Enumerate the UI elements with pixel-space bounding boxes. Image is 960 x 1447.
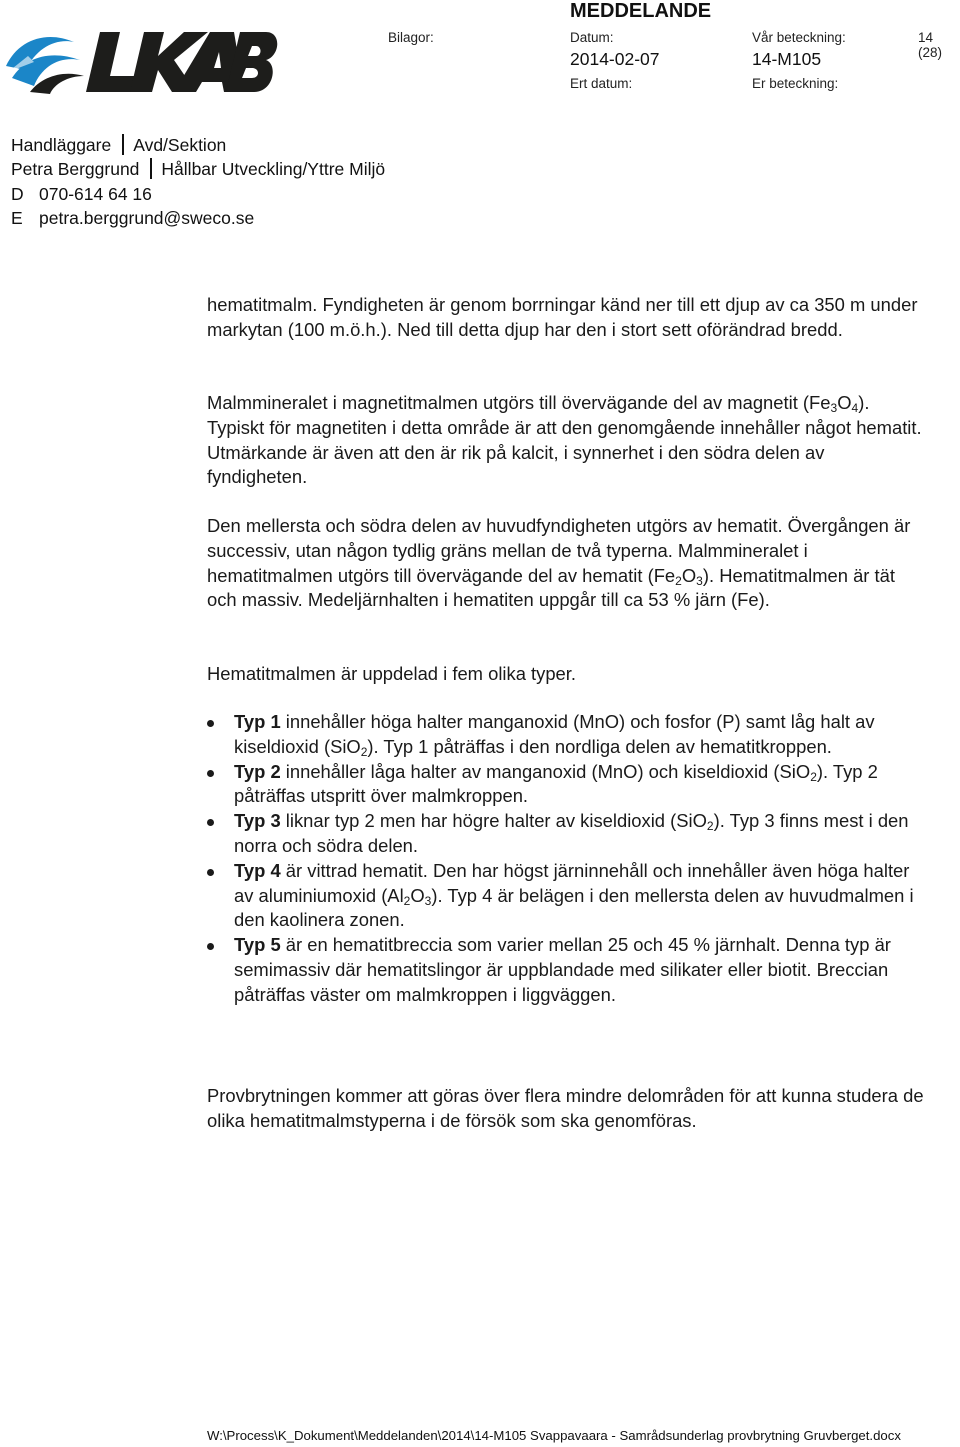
lkab-logo: [4, 26, 278, 96]
list-item: [207, 859, 927, 933]
type-text: innehåller låga halter av manganoxid (MnO) och kiseldioxid (SiO: [280, 760, 811, 782]
contact-name-row: [11, 157, 385, 181]
type-label: Typ 1: [234, 711, 281, 732]
avd-sektion-label: Avd/Sektion: [133, 135, 227, 155]
p2-text-c: ). Typiskt för magnetiten i detta område är att den genomgående innehåller något hematit. Utmärkande är även att den är rik på kalcit, i synnerhet i den södra delen av fyndigheten.: [207, 392, 922, 488]
type-text: är en hematitbreccia som varier mellan 25 och 45 % järnhalt. Denna typ är semimassiv där hematitslingor är uppblandade med silikater eller biotit. Breccian påträffas väster om malmkroppen i liggväggen.: [234, 934, 891, 1005]
type-sub: 3: [424, 893, 432, 908]
p2-sub-2: 4: [851, 401, 859, 415]
paragraph-4: [207, 662, 927, 687]
phone-key: D: [11, 184, 24, 204]
handlaggare-label: Handläggare: [11, 135, 112, 155]
bullet-icon: [207, 869, 214, 876]
logo-emblem-icon: [6, 37, 84, 94]
type-text: innehåller höga halter manganoxid (MnO) och fosfor (P) samt låg halt av kiseldioxid (SiO: [234, 711, 875, 757]
bullet-icon: [207, 770, 214, 777]
p3-text-a: Den mellersta och södra delen av huvudfyndigheten utgörs av hematit. Övergången är successiv, utan någon tydlig gräns mellan de två typerna. Malmmineralet i hematitmalmen utgörs till övervägande del av hematit (Fe: [207, 515, 911, 586]
logo-wordmark: [86, 32, 277, 92]
type-sub: 2: [810, 769, 817, 784]
var-beteckning-value: 14-M105: [752, 49, 822, 69]
paragraph-5: [207, 1084, 927, 1134]
type-text: ). Typ 4 är belägen i den mellersta delen av huvudmalmen i den kaolinera zonen.: [234, 884, 914, 931]
bullet-icon: [207, 720, 214, 727]
paragraph-1: [207, 293, 927, 343]
paragraph-1-text: hematitmalm. Fyndigheten är genom borrningar känd ner till ett djup av ca 350 m under markytan (100 m.ö.h.). Ned till detta djup har den i stort sett oförändrad bredd.: [207, 294, 918, 340]
p3-text-c: ). Hematitmalmen är tät och massiv. Medeljärnhalten i hematiten uppgår till ca 53 % järn (Fe).: [207, 564, 895, 611]
page-number: 14 (28): [918, 30, 943, 60]
paragraph-3: [207, 514, 927, 613]
list-item: [207, 809, 927, 859]
contact-email: petra.berggrund@sweco.se: [39, 208, 255, 228]
type-text: liknar typ 2 men har högre halter av kiseldioxid (SiO: [280, 810, 707, 832]
paragraph-5-text: Provbrytningen kommer att göras över flera mindre delområden för att kunna studera de olika hematitmalmstyperna i de försök som ska genomföras.: [207, 1085, 924, 1131]
contact-name: Petra Berggrund: [11, 159, 140, 179]
list-item: [207, 760, 927, 810]
var-beteckning-label: Vår beteckning:: [752, 30, 846, 45]
type-label: Typ 3: [234, 810, 281, 832]
column-divider: [122, 134, 124, 155]
bullet-icon: [207, 819, 214, 826]
contact-email-row: [11, 206, 254, 230]
ert-datum-label: Ert datum:: [570, 76, 633, 91]
contact-header-row: [11, 133, 226, 157]
bullet-icon: [207, 943, 214, 950]
type-sub: 2: [706, 819, 714, 834]
p3-text-b: O: [681, 564, 697, 586]
type-label: Typ 5: [234, 934, 281, 956]
bilagor-label: Bilagor:: [388, 30, 434, 45]
type-sub: 2: [403, 893, 411, 908]
p3-sub-1: 2: [675, 573, 682, 588]
type-label: Typ 2: [234, 760, 281, 782]
email-key: E: [11, 208, 23, 228]
datum-label: Datum:: [570, 30, 614, 45]
p2-sub-1: 3: [830, 401, 838, 415]
contact-phone-row: [11, 182, 152, 206]
type-text: är vittrad hematit. Den har högst järninnehåll och innehåller även höga halter av aluminiumoxid (Al: [234, 859, 910, 906]
paragraph-4-text: Hematitmalmen är uppdelad i fem olika typer.: [207, 663, 577, 684]
p2-text-b: O: [837, 392, 852, 413]
list-item: [207, 710, 927, 760]
document-type: MEDDELANDE: [570, 0, 712, 22]
er-beteckning-label: Er beteckning:: [752, 76, 839, 91]
p3-sub-2: 3: [696, 573, 703, 588]
type-sub: 2: [360, 744, 368, 759]
type-label: Typ 4: [234, 859, 281, 881]
contact-department: Hållbar Utveckling/Yttre Miljö: [161, 159, 386, 179]
type-text: ). Typ 2 påträffas utspritt över malmkroppen.: [234, 760, 878, 807]
footer-file-path: W:\Process\K_Dokument\Meddelanden\2014\14-M105 Svappavaara - Samrådsunderlag provbrytning Gruvberget.docx: [207, 1428, 901, 1443]
ore-type-list: [207, 710, 927, 1008]
paragraph-2: [207, 391, 927, 490]
datum-value: 2014-02-07: [570, 49, 660, 69]
type-text: O: [410, 884, 425, 906]
p2-text-a: Malmmineralet i magnetitmalmen utgörs till övervägande del av magnetit (Fe: [207, 392, 831, 413]
contact-phone: 070-614 64 16: [39, 184, 152, 204]
type-text: ). Typ 3 finns mest i den norra och södra delen.: [234, 810, 909, 856]
type-text: ). Typ 1 påträffas i den nordliga delen av hematitkroppen.: [367, 735, 832, 757]
list-item: [207, 933, 927, 1007]
column-divider: [150, 158, 152, 179]
